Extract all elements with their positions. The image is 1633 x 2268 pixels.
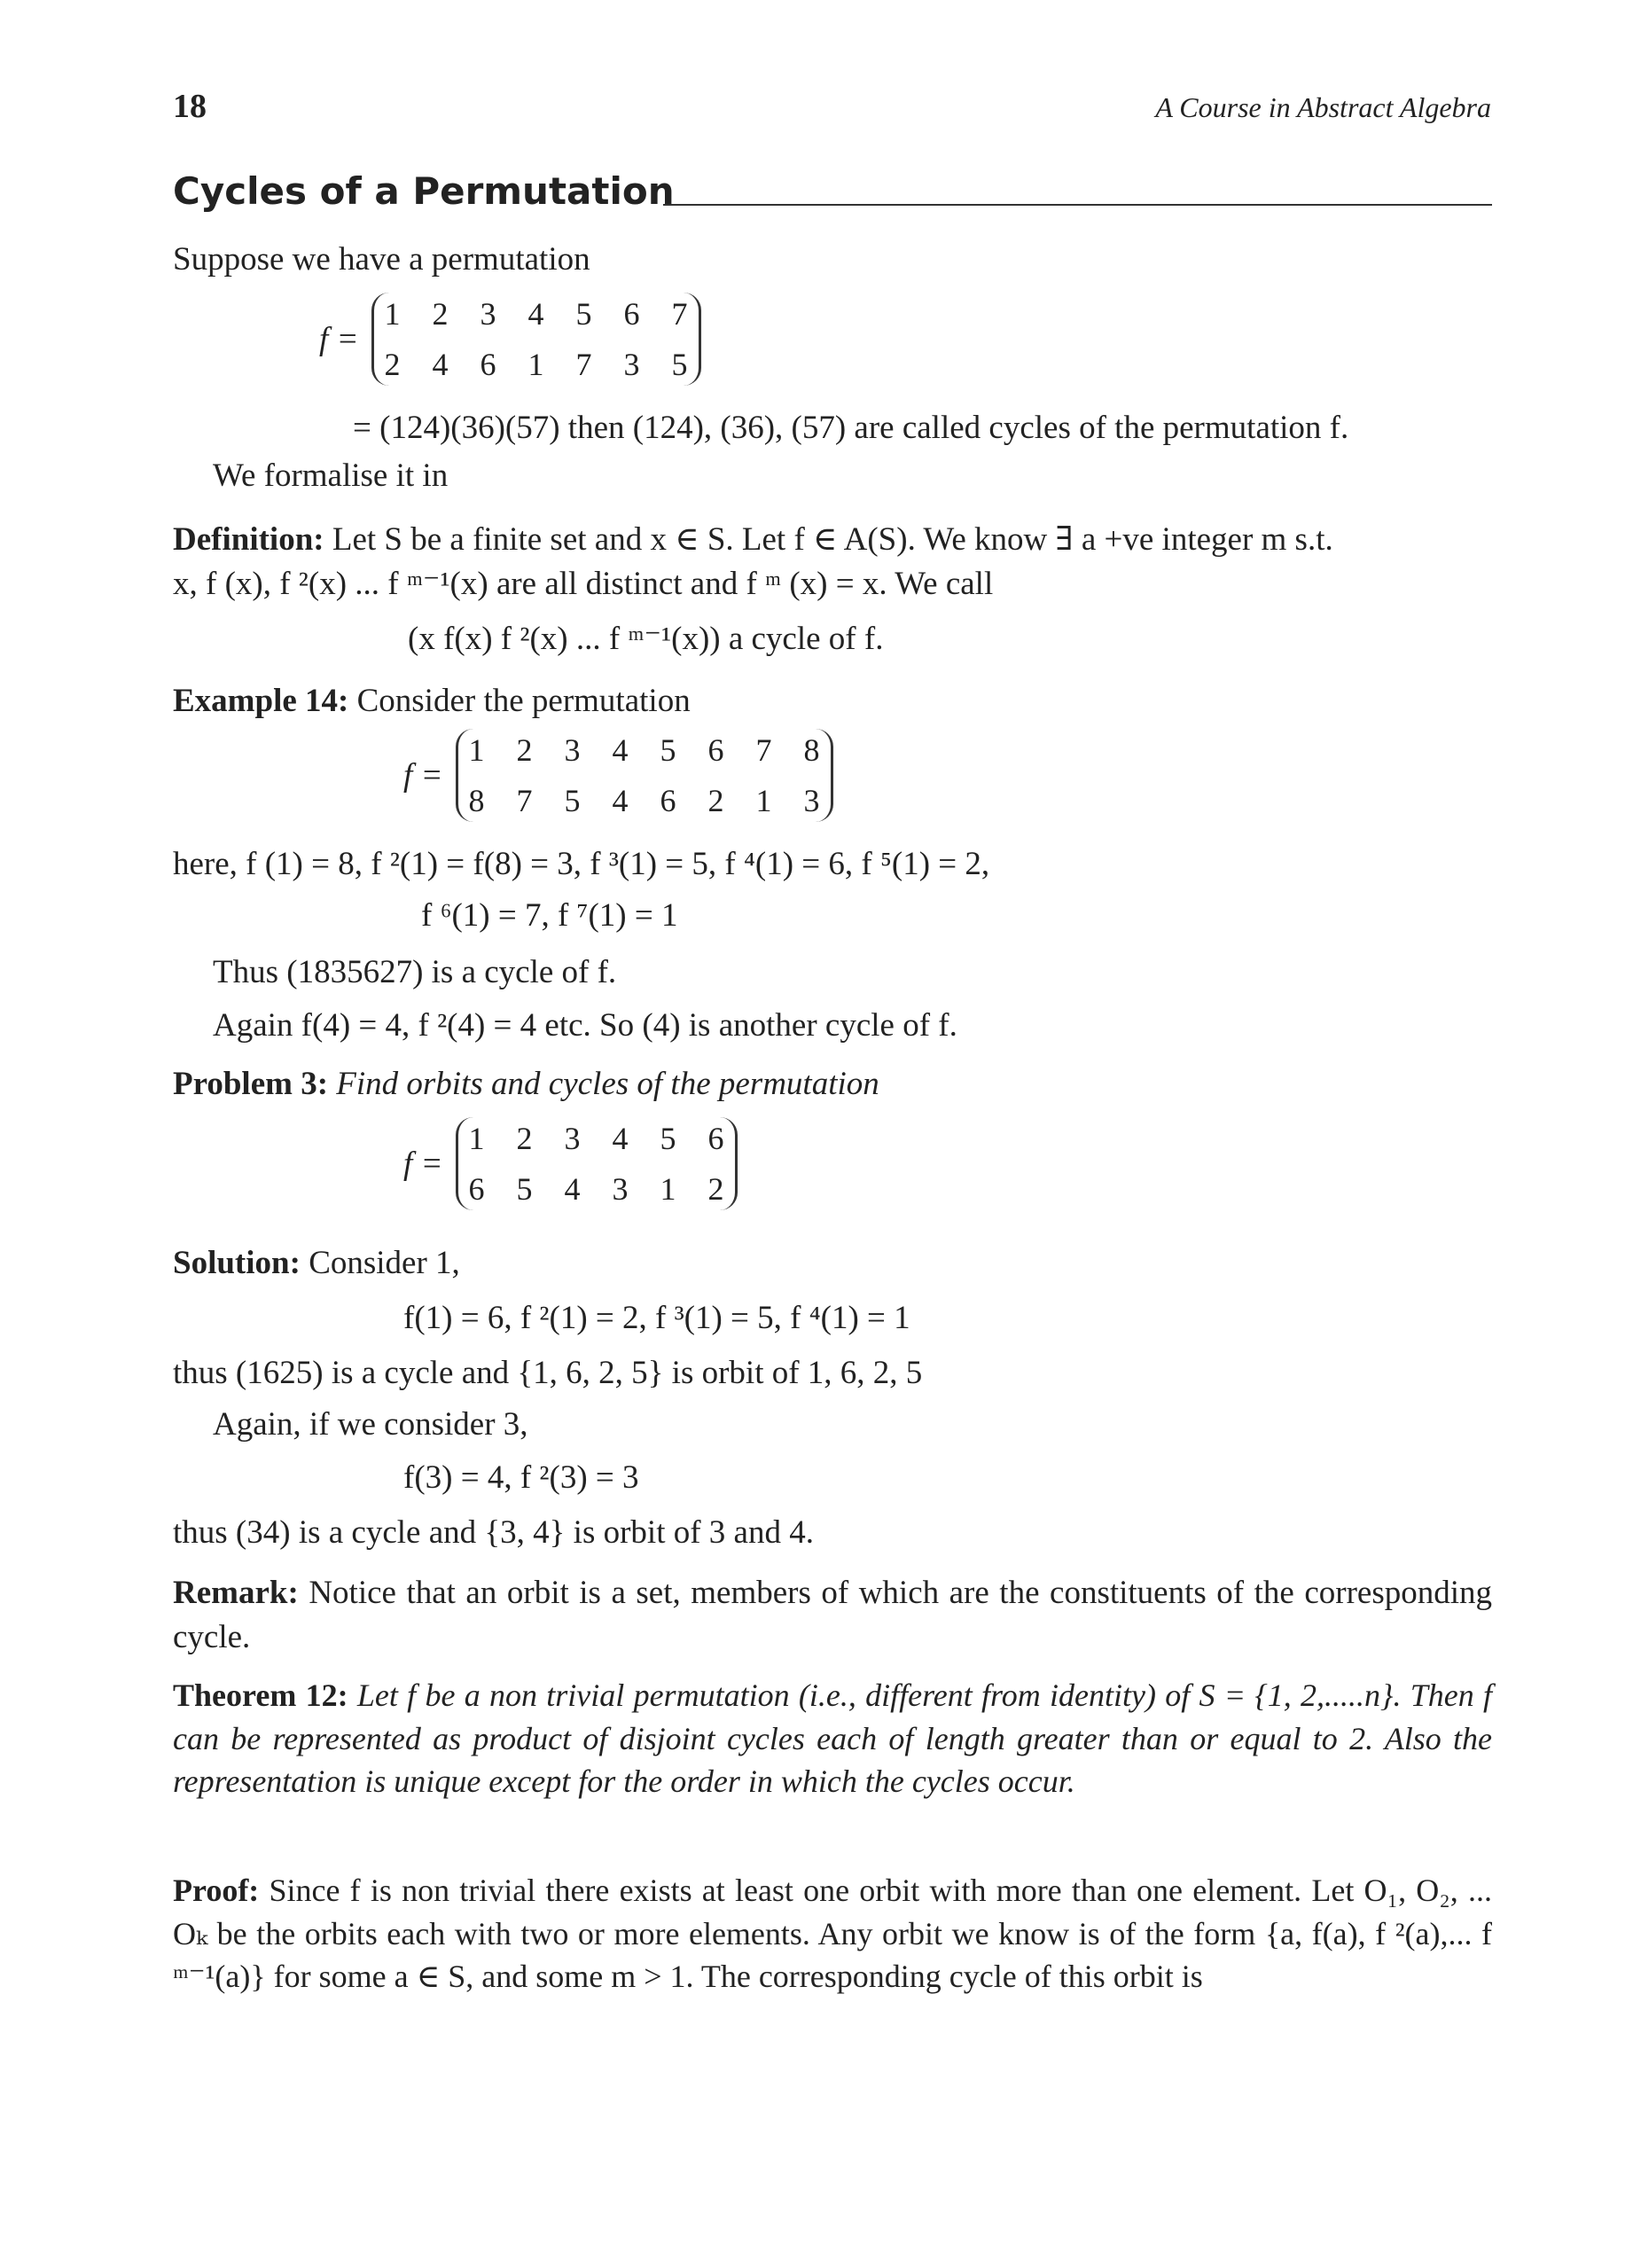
matrix-bottom-cell: 7 (516, 782, 533, 818)
matrix-lhs: f = (403, 1145, 443, 1182)
example-14-line-3: Thus (1835627) is a cycle of f. (213, 954, 617, 990)
solution-heading (173, 1241, 460, 1286)
permutation-matrix-2 (403, 729, 833, 822)
example-14-heading (173, 679, 691, 723)
remark-text: Notice that an orbit is a set, members of which are the constituents of the corresponding cycle. (173, 1575, 1492, 1655)
example-14-label: Example 14: (173, 683, 349, 719)
matrix-bottom-cell: 5 (516, 1170, 533, 1207)
matrix-top-cell: 3 (564, 1121, 581, 1156)
remark-paragraph (173, 1571, 1492, 1660)
proof-text: Since f is non trivial there exists at least one orbit with more than one element. Let O₁, O₂, ... Oₖ be the orbits each with two or more elements. Any orbit we know is of the form {a, f(a), f ²(a),... f ᵐ⁻¹(a)} for some a ∈ S, and some m > 1. The corresponding cycle of this orbit is (173, 1873, 1493, 1995)
matrix-bottom-cell: 5 (671, 346, 688, 382)
matrix-top-cell: 2 (516, 1121, 533, 1156)
matrix-body (456, 729, 833, 822)
problem-3-text: Find orbits and cycles of the permutation (336, 1066, 879, 1102)
matrix-bottom-cell: 6 (468, 1170, 485, 1207)
intro-line: Suppose we have a permutation (173, 241, 590, 278)
section-title: Cycles of a Permutation (173, 169, 675, 213)
matrix-top-cell: 6 (707, 732, 724, 768)
matrix-top-cell: 3 (480, 296, 496, 332)
proof-paragraph (173, 1869, 1492, 1998)
matrix-body (371, 293, 701, 386)
matrix-bottom-cell: 1 (755, 782, 772, 818)
matrix-top-cell: 1 (384, 296, 401, 332)
solution-label: Solution: (173, 1245, 301, 1281)
matrix-bottom-cell: 2 (384, 346, 401, 382)
definition-line-3: (x f(x) f ²(x) ... f ᵐ⁻¹(x)) a cycle of f. (408, 621, 884, 657)
matrix-bottom-cell: 7 (575, 346, 592, 382)
permutation-matrix-3 (403, 1117, 738, 1210)
matrix-top-cell: 4 (612, 1121, 629, 1156)
solution-line-3: Again, if we consider 3, (213, 1406, 528, 1443)
page-number: 18 (173, 88, 207, 125)
theorem-12-label: Theorem 12: (173, 1678, 348, 1713)
theorem-12-text: Let f be a non trivial permutation (i.e., different from identity) of S = {1, 2,.....n}. Then f can be represented as product of disjoint cycles each of length greater than or equal to 2. Also the representation is unique except for the order in which the cycles occur. (173, 1678, 1493, 1800)
matrix-top-cell: 3 (564, 732, 581, 768)
definition-text-1: Let S be a finite set and x ∈ S. Let f ∈ A(S). We know ∃ a +ve integer m s.t. (332, 521, 1333, 558)
matrix-bottom-cell: 6 (480, 346, 496, 382)
matrix-top-cell: 7 (671, 296, 688, 332)
matrix-top-cell: 8 (803, 732, 820, 768)
solution-text: Consider 1, (309, 1245, 460, 1281)
matrix-bottom-cell: 8 (468, 782, 485, 818)
matrix-bottom-cell: 1 (660, 1170, 676, 1207)
solution-line-4: f(3) = 4, f ²(3) = 3 (403, 1459, 639, 1496)
matrix-top-cell: 4 (612, 732, 629, 768)
example-14-line-2: f ⁶(1) = 7, f ⁷(1) = 1 (421, 897, 678, 934)
formalise-line: We formalise it in (213, 458, 449, 494)
matrix-bottom-cell: 2 (707, 1170, 724, 1207)
matrix-top-cell: 1 (468, 732, 485, 768)
theorem-12-paragraph (173, 1674, 1492, 1803)
matrix-bottom-cell: 3 (623, 346, 640, 382)
matrix-bottom-cell: 5 (564, 782, 581, 818)
section-rule (663, 204, 1492, 206)
matrix-top-cell: 4 (527, 296, 544, 332)
matrix-top-cell: 5 (660, 1121, 676, 1156)
matrix-top-cell: 5 (575, 296, 592, 332)
matrix-body (456, 1117, 738, 1210)
definition-line-1 (173, 518, 1333, 562)
matrix-top-cell: 1 (468, 1121, 485, 1156)
matrix-top-cell: 2 (432, 296, 449, 332)
cycles-equation: = (124)(36)(57) then (124), (36), (57) are called cycles of the permutation f. (353, 410, 1349, 446)
solution-line-5: thus (34) is a cycle and {3, 4} is orbit of 3 and 4. (173, 1514, 814, 1551)
matrix-bottom-cell: 4 (564, 1170, 581, 1207)
running-head: A Course in Abstract Algebra (1155, 91, 1491, 123)
matrix-bottom-cell: 4 (432, 346, 449, 382)
permutation-matrix-1 (319, 293, 701, 386)
proof-label: Proof: (173, 1873, 260, 1908)
matrix-top-cell: 2 (516, 732, 533, 768)
matrix-bottom-cell: 2 (707, 782, 724, 818)
matrix-lhs: f = (403, 756, 443, 794)
solution-line-2: thus (1625) is a cycle and {1, 6, 2, 5} is orbit of 1, 6, 2, 5 (173, 1355, 923, 1391)
matrix-bottom-cell: 1 (527, 346, 544, 382)
matrix-top-cell: 5 (660, 732, 676, 768)
problem-3-label: Problem 3: (173, 1066, 329, 1102)
example-14-line-4: Again f(4) = 4, f ²(4) = 4 etc. So (4) is another cycle of f. (213, 1007, 957, 1044)
matrix-top-cell: 7 (755, 732, 772, 768)
matrix-top-cell: 6 (623, 296, 640, 332)
problem-3-heading (173, 1062, 879, 1107)
definition-label: Definition: (173, 521, 324, 558)
matrix-top-cell: 6 (707, 1121, 724, 1156)
matrix-lhs: f = (319, 320, 359, 357)
remark-label: Remark: (173, 1575, 299, 1611)
matrix-bottom-cell: 3 (612, 1170, 629, 1207)
solution-line-1: f(1) = 6, f ²(1) = 2, f ³(1) = 5, f ⁴(1) = 1 (403, 1300, 910, 1336)
example-14-text: Consider the permutation (356, 683, 691, 719)
matrix-bottom-cell: 4 (612, 782, 629, 818)
matrix-bottom-cell: 3 (803, 782, 820, 818)
example-14-line-1: here, f (1) = 8, f ²(1) = f(8) = 3, f ³(1) = 5, f ⁴(1) = 6, f ⁵(1) = 2, (173, 846, 990, 882)
definition-line-2: x, f (x), f ²(x) ... f ᵐ⁻¹(x) are all distinct and f ᵐ (x) = x. We call (173, 566, 994, 602)
matrix-bottom-cell: 6 (660, 782, 676, 818)
